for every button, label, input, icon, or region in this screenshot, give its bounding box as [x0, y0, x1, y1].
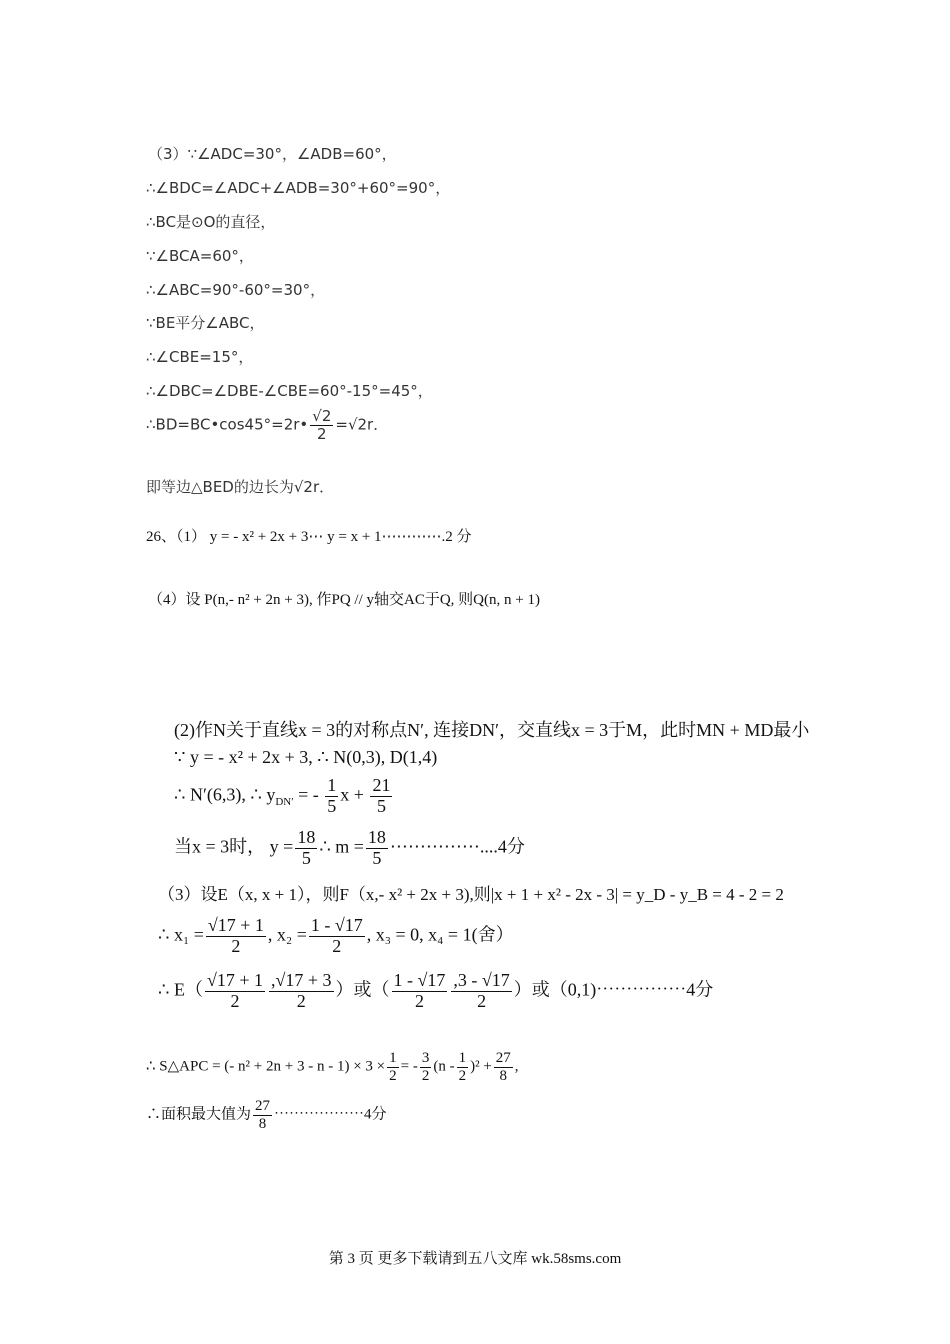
frac-den: 2	[414, 990, 424, 1011]
q26-p4-frac-4	[494, 1050, 513, 1084]
frac-num: 1	[327, 775, 337, 795]
q26-p3-line-2	[158, 916, 514, 957]
frac-den: 2	[421, 1067, 430, 1084]
frac-num: 27	[495, 1050, 511, 1066]
frac-num: 3	[421, 1050, 430, 1066]
q26-p3-line-2-post: , x₃ = 0, x₄ = 1(舍）	[366, 924, 514, 945]
q26-p2-line-2: ∵ y = - x² + 2x + 3, ∴ N(0,3), D(1,4)	[174, 747, 438, 767]
q26-p3-line-3-pre: ∴ E（	[158, 979, 203, 1000]
q26-p4-line-2-pre: ∴面积最大值为	[146, 1106, 252, 1123]
q26-p2-frac-4	[366, 828, 388, 869]
geom-line-4: ∵∠BCA=60°，	[146, 247, 254, 265]
q26-p3-frac-5	[392, 971, 448, 1012]
q26-p2-line-3-eq: = -	[293, 784, 319, 805]
q26-p2-line-1: (2)作N关于直线x = 3的对称点N′, 连接DN′，交直线x = 3于M，此时MN + MD最小	[174, 720, 810, 740]
q26-p4-line-1-post: ,	[514, 1058, 519, 1075]
q26-p2-line-4	[174, 828, 525, 869]
q26-p2-line-4-pre: 当x = 3时， y =	[174, 836, 294, 857]
frac-den: 2	[477, 990, 487, 1011]
frac-den: 2	[389, 1067, 397, 1084]
geom-line-5: ∴∠ABC=90°-60°=30°，	[146, 281, 326, 299]
q26-p2-frac-3	[295, 828, 317, 869]
q26-p4-line-1-eq: = -	[400, 1058, 418, 1075]
q26-p4-line-1-sq: )² +	[470, 1058, 492, 1075]
frac-num: 18	[297, 827, 316, 847]
frac-num: ,√17 + 3	[270, 970, 332, 990]
geom-line-10: 即等边△BED的边长为√2r．	[146, 478, 335, 496]
q26-p3-frac-6	[451, 971, 511, 1012]
geom-fraction-den: 2	[317, 424, 327, 443]
frac-den: 8	[499, 1067, 508, 1084]
frac-num: 18	[367, 827, 386, 847]
q26-p2-line-3	[174, 776, 394, 817]
frac-num: 27	[255, 1098, 271, 1114]
geom-line-3: ∴BC是⊙O的直径，	[146, 213, 276, 231]
frac-num: 1 - √17	[393, 970, 446, 990]
q26-p3-line-2-pre: ∴ x₁ =	[158, 924, 204, 945]
q26-p3-line-3-mid: ）或（	[335, 979, 390, 1000]
q26-p3-frac-1	[206, 916, 266, 957]
q26-p3-line-3	[158, 971, 713, 1012]
geom-line-9-post: =√2r．	[335, 415, 389, 434]
geom-line-6: ∵BE平分∠ABC，	[146, 314, 265, 332]
frac-num: ,3 - √17	[453, 970, 510, 990]
frac-num: 1	[389, 1050, 397, 1066]
q26-p3-line-2-mid: , x₂ =	[267, 924, 307, 945]
q26-p4-frac-3	[457, 1050, 469, 1084]
q26-p2-line-3-mid: x +	[340, 784, 364, 805]
frac-num: √17 + 1	[207, 915, 264, 935]
frac-den: 2	[296, 990, 306, 1011]
q26-p4-frac-2	[420, 1050, 432, 1084]
q26-p4-line-1-pre: ∴ S△APC = (- n² + 2n + 3 - n - 1) × 3 ×	[146, 1058, 386, 1075]
q26-p4-frac-5	[253, 1098, 272, 1132]
geom-line-8: ∴∠DBC=∠DBE-∠CBE=60°-15°=45°，	[146, 382, 433, 400]
geom-line-9-pre: ∴BD=BC•cos45°=2r•	[146, 415, 309, 434]
q26-p4-line-1-mid: (n -	[433, 1058, 455, 1075]
frac-den: 5	[372, 847, 382, 868]
geom-fraction-num: √2	[312, 407, 332, 425]
q26-p2-line-3-sub: DN′	[275, 796, 294, 809]
frac-den: 5	[327, 795, 337, 816]
q26-p2-line-4-mid: ∴ m =	[319, 836, 364, 857]
q26-p3-frac-2	[309, 916, 365, 957]
geom-line-1: （3）∵∠ADC=30°，∠ADB=60°，	[148, 145, 397, 163]
q26-p2-frac-2	[370, 776, 392, 817]
q26-p3-frac-3	[205, 971, 265, 1012]
frac-den: 2	[230, 990, 240, 1011]
q26-p3-line-3-post: ）或（0,1)⋯⋯⋯⋯⋯4分	[513, 979, 714, 1000]
q26-p2-frac-1	[325, 776, 338, 817]
q26-p2-line-3-pre: ∴ N′(6,3), ∴ y	[174, 784, 276, 805]
q26-p3-frac-4	[269, 971, 334, 1012]
geom-fraction	[310, 408, 333, 442]
frac-den: 5	[301, 847, 311, 868]
q26-p4-line-1	[146, 1050, 519, 1084]
q26-part1: 26、（1） y = - x² + 2x + 3⋯ y = x + 1⋯⋯⋯⋯.2 分	[146, 529, 472, 545]
frac-num: 1	[458, 1050, 467, 1066]
frac-num: √17 + 1	[206, 970, 263, 990]
frac-num: 1 - √17	[310, 915, 363, 935]
geom-line-9	[146, 408, 388, 442]
q26-p2-line-4-post: ⋯⋯⋯⋯⋯....4分	[389, 836, 525, 857]
q26-p4-line-2	[146, 1098, 387, 1132]
frac-den: 2	[231, 935, 241, 956]
q26-p3-line-1: （3）设E（x, x + 1），则F（x,- x² + 2x + 3),则|x + 1 + x² - 2x - 3| = y_D - y_B = 4 - 2 = 2	[158, 885, 784, 904]
frac-den: 2	[332, 935, 342, 956]
frac-den: 5	[376, 795, 386, 816]
geom-line-7: ∴∠CBE=15°，	[146, 348, 254, 366]
q26-part4-setup: （4）设 P(n,- n² + 2n + 3), 作PQ // y轴交AC于Q, 则Q(n, n + 1)	[148, 592, 540, 608]
frac-den: 2	[458, 1067, 467, 1084]
q26-p4-frac-1	[387, 1050, 399, 1084]
frac-den: 8	[258, 1115, 267, 1132]
geom-line-2: ∴∠BDC=∠ADC+∠ADB=30°+60°=90°，	[146, 179, 451, 197]
q26-p4-line-2-post: ⋯⋯⋯⋯⋯⋯4分	[274, 1106, 387, 1123]
frac-num: 21	[372, 775, 391, 795]
page-footer: 第 3 页 更多下载请到五八文库 wk.58sms.com	[328, 1251, 622, 1267]
